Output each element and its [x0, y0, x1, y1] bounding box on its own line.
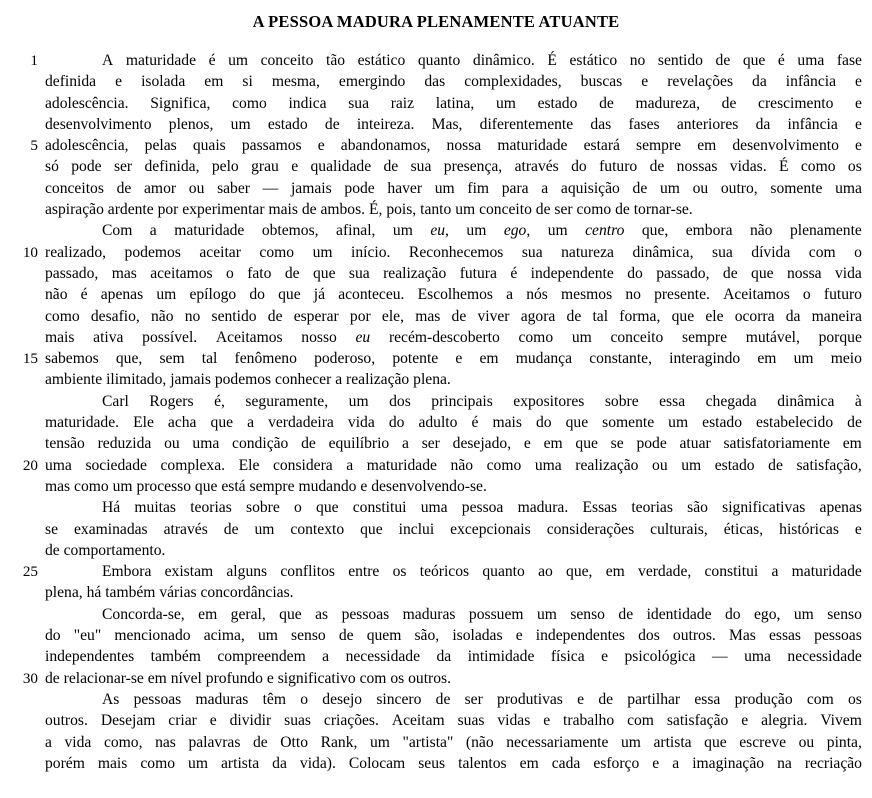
line-text: se examinadas através de um contexto que inclui excepcionais considerações culturais, éticas, históricas e: [45, 520, 862, 538]
text-line: [0, 220, 872, 241]
text-line: [0, 497, 872, 518]
line-number: 1: [30, 52, 38, 69]
text-line: [0, 732, 872, 753]
text-line: [0, 114, 872, 135]
line-number: 5: [30, 137, 38, 155]
text-line: [0, 689, 872, 710]
text-line: [0, 135, 872, 156]
text-line: [0, 710, 872, 731]
text-line: [0, 306, 872, 327]
line-text: uma sociedade complexa. Ele considera a maturidade não como uma realização ou um estado de satisfação,: [45, 456, 862, 474]
line-text: realizado, podemos aceitar como um início. Reconhecemos sua natureza dinâmica, sua dívida com o: [45, 243, 862, 261]
line-text: Carl Rogers é, seguramente, um dos principais expositores sobre essa chegada dinâmica à: [102, 392, 862, 410]
line-text: A maturidade é um conceito tão estático quanto dinâmico. É estático no sentido de que é uma fase: [102, 52, 862, 69]
line-text: adolescência, pelas quais passamos e abandonamos, nossa maturidade estará sempre em desenvolvimento e: [45, 137, 862, 155]
text-line: [0, 263, 872, 284]
line-text: adolescência. Significa, como indica sua raiz latina, um estado de madureza, de crescimento e: [45, 94, 862, 112]
line-text: maturidade. Ele acha que a verdadeira vida do adulto é mais do que somente um estado estabelecido de: [45, 414, 862, 432]
text-line: [0, 646, 872, 667]
text-line: [0, 540, 872, 561]
line-text: porém mais como um artista da vida). Colocam seus talentos em cada esforço e a imaginação na recriação: [45, 754, 862, 772]
text-line: [0, 199, 872, 220]
text-line: [0, 476, 872, 497]
text-line: [0, 156, 872, 177]
line-text: passado, mas aceitamos o fato de que sua realização futura é independente do passado, de que nossa vida: [45, 264, 862, 282]
text-line: [0, 50, 872, 71]
text-line: [0, 455, 872, 476]
text-line: [0, 625, 872, 646]
line-number: 30: [22, 669, 38, 687]
line-text: sabemos que, sem tal fenômeno poderoso, potente e em mudança constante, interagindo em um meio: [45, 350, 862, 368]
line-number: 15: [22, 350, 38, 368]
text-line: [0, 391, 872, 412]
line-text: como desafio, não no sentido de esperar por ele, mas de viver agora de tal forma, que ele ocorra da maneira: [45, 307, 862, 325]
text-line: [0, 604, 872, 625]
line-text: As pessoas maduras têm o desejo sincero de ser produtivas e de partilhar essa produção com os: [102, 690, 862, 708]
text-line: [0, 582, 872, 603]
line-number: 10: [22, 243, 38, 261]
text-line: [0, 93, 872, 114]
line-text: Há muitas teorias sobre o que constitui uma pessoa madura. Essas teorias são significativas apenas: [102, 499, 862, 517]
line-text: só pode ser definida, pelo grau e qualidade de sua presença, através do futuro de nossas vidas. É como os: [45, 158, 862, 176]
line-text: Com a maturidade obtemos, afinal, um eu, um ego, um centro que, embora não plenamente: [102, 222, 862, 240]
text-line: [0, 753, 872, 774]
text-line: [0, 561, 872, 582]
text-line: [0, 327, 872, 348]
line-text: definida e isolada em si mesma, emergindo das complexidades, buscas e revelações da infância e: [45, 73, 862, 91]
text-line: [0, 369, 872, 390]
line-text: não é apenas um epílogo do que já aconteceu. Escolhemos a nós mesmos no presente. Aceitamos o futuro: [45, 286, 862, 304]
line-text: a vida como, nas palavras de Otto Rank, um "artista" (não necessariamente um artista que escreve ou pinta,: [45, 733, 862, 751]
line-text: desenvolvimento plenos, um estado de inteireza. Mas, diferentemente das fases anteriores da infância e: [45, 115, 862, 133]
line-text: mais ativa possível. Aceitamos nosso eu recém-descoberto como um conceito sempre mutável, porque: [45, 328, 862, 346]
text-line: [0, 178, 872, 199]
line-text: do "eu" mencionado acima, um senso de quem são, isoladas e independentes dos outros. Mas essas pessoas: [45, 627, 862, 645]
line-text: de comportamento.: [45, 541, 166, 559]
line-text: plena, há também várias concordâncias.: [45, 584, 294, 602]
text-line: [0, 284, 872, 305]
text-line: [0, 519, 872, 540]
line-text: outros. Desejam criar e dividir suas criações. Aceitam suas vidas e trabalho com satisfação e alegria. Vivem: [45, 712, 862, 730]
line-number: 25: [22, 563, 38, 581]
text-line: [0, 412, 872, 433]
line-text: ambiente ilimitado, jamais podemos conhecer a realização plena.: [45, 371, 451, 389]
line-text: de relacionar-se em nível profundo e significativo com os outros.: [45, 669, 452, 687]
line-number: 20: [22, 456, 38, 474]
text-line: [0, 71, 872, 92]
text-line: [0, 348, 872, 369]
line-text: independentes também compreendem a necessidade da intimidade física e psicológica — uma necessidade: [45, 648, 862, 666]
text-line: [0, 668, 872, 689]
line-text: tensão reduzida ou uma condição de equilíbrio a ser desejado, e em que se pode atuar satisfatoriamente em: [45, 435, 862, 453]
line-text: Embora existam alguns conflitos entre os teóricos quanto ao que, em verdade, constitui a maturidade: [102, 563, 862, 581]
line-text: aspiração ardente por experimentar mais de ambos. É, pois, tanto um conceito de ser como de tornar-se.: [45, 201, 693, 219]
page-title: A PESSOA MADURA PLENAMENTE ATUANTE: [252, 12, 620, 31]
text-line: [0, 433, 872, 454]
line-text: conceitos de amor ou saber — jamais pode haver um fim para a aquisição de um ou outro, somente uma: [45, 179, 862, 197]
line-text: mas como um processo que está sempre mudando e desenvolvendo-se.: [45, 477, 487, 495]
text-line: [0, 242, 872, 263]
document-body: [0, 50, 872, 774]
line-text: Concorda-se, em geral, que as pessoas maduras possuem um senso de identidade do ego, um senso: [102, 605, 862, 623]
